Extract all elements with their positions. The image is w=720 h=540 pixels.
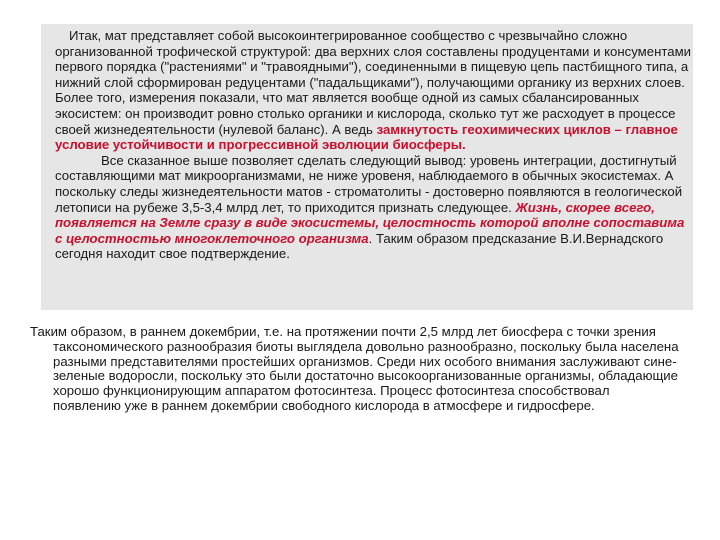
paragraph-2-tail: . Таким образом предсказание В.И.Вернадского сегодня находит свое подтверждение. [55,230,664,262]
paragraph-2-text: Все сказанное выше позволяет сделать следующий вывод: уровень интеграции, достигнутый составляющими мат микроорганизмами, не ниже уровеня, наблюдаемого в обычных экосистемах. А поскольку следы жизнедеятельности матов - строматолиты - достоверно появляются в геологической летописи на рубеже 3,5-3,4 млрд лет, то приходится признать следующее. [55,152,683,215]
paragraph-mat-structure [55,28,695,153]
paragraph-1-highlight: замкнутость геохимических циклов – главное условие устойчивости и прогрессивной эволюции биосферы. [55,121,678,153]
paragraph-conclusion [55,153,695,262]
summary-text [30,325,680,414]
paragraph-1-text: Итак, мат представляет собой высокоинтегрированное сообщество с чрезвычайно сложно организованной трофической структурой: два верхних слоя составлены продуцентами и консументами первого порядка ("растениями" и "травоядными"), соединенными в пищевую цепь пастбищного типа, а нижний слой сформирован редуцентами ("падальщиками"), получающими органику из верхних слоев. Более того, измерения показали, что мат является вообще одной из самых сбалансированных экосистем: он производит ровно столько органики и кислорода, сколько тут же расходует в процессе своей жизнедеятельности (нулевой баланс). А ведь [55,28,692,137]
panel-text [55,28,695,262]
paragraph-2-highlight: Жизнь, скорее всего, появляется на Земле сразу в виде экосистемы, целостность которой вполне сопоставима с целостностью многоклеточного организма [55,199,685,246]
summary-paragraph: Таким образом, в раннем докембрии, т.е. на протяжении почти 2,5 млрд лет биосфера с точки зрения таксономического разнообразия биоты выглядела довольно разнообразно, поскольку была населена разными представителями простейших организмов. Среди них особого внимания заслуживают сине-зеленые водоросли, поскольку это были достаточно высокоорганизованные организмы, обладающие хорошо функционирующим аппаратом фотосинтеза. Процесс фотосинтеза способствовал появлению уже в раннем докембрии свободного кислорода в атмосфере и гидросфере. [30,324,679,413]
